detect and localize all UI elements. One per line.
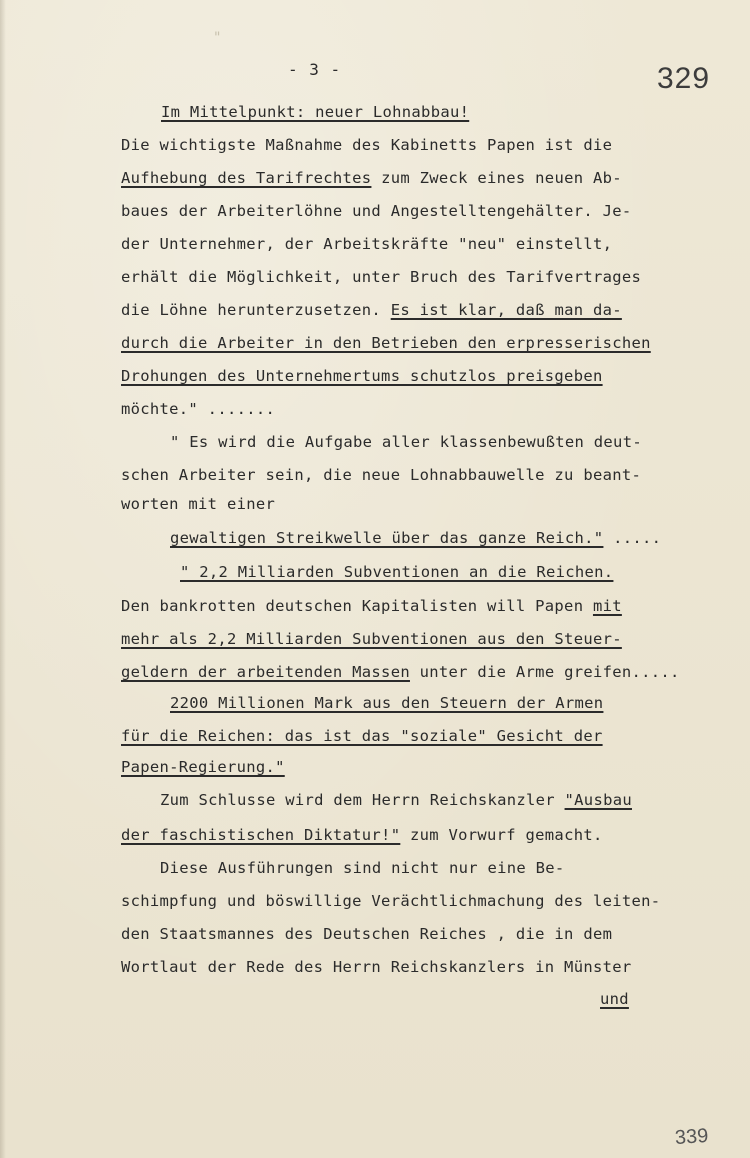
text-line: schimpfung und böswillige Verächtlichmachung des leiten- xyxy=(121,892,661,910)
underlined-phrase: mit xyxy=(592,597,622,615)
underlined-line: mehr als 2,2 Milliarden Subventionen aus den Steuer- xyxy=(121,630,622,648)
text-span: unter die Arme greifen..... xyxy=(409,663,680,681)
underlined-phrase: Es ist klar, daß man da- xyxy=(390,301,622,319)
text-line xyxy=(121,300,622,320)
text-line: möchte." ....... xyxy=(121,400,276,418)
underlined-phrase: geldern der arbeitenden Massen xyxy=(121,663,410,681)
text-line: baues der Arbeiterlöhne und Angestelltengehälter. Je- xyxy=(121,202,632,220)
text-span: Zum Schlusse wird dem Herrn Reichskanzler xyxy=(160,791,565,809)
folio-number: 329 xyxy=(657,62,711,95)
binding-shadow xyxy=(0,0,6,1158)
text-line xyxy=(121,662,680,682)
underlined-line: 2200 Millionen Mark aus den Steuern der Armen xyxy=(170,694,604,712)
text-span: zum Vorwurf gemacht. xyxy=(400,826,603,844)
text-span: ..... xyxy=(603,529,662,547)
text-span: die Löhne herunterzusetzen. xyxy=(121,301,391,319)
underlined-line: durch die Arbeiter in den Betrieben den erpresserischen xyxy=(121,334,651,352)
underlined-phrase: gewaltigen Streikwelle über das ganze Reich." xyxy=(170,529,604,547)
text-line: Diese Ausführungen sind nicht nur eine Be- xyxy=(160,859,565,877)
text-line xyxy=(160,790,632,810)
text-line: Wortlaut der Rede des Herrn Reichskanzlers in Münster xyxy=(121,958,632,976)
text-line xyxy=(121,825,603,845)
underlined-line: Drohungen des Unternehmertums schutzlos preisgeben xyxy=(121,367,603,385)
text-line: erhält die Möglichkeit, unter Bruch des Tarifvertrages xyxy=(121,268,642,286)
text-line: worten mit einer xyxy=(121,495,276,513)
underlined-line: Papen-Regierung." xyxy=(121,758,285,776)
underlined-phrase: "Ausbau xyxy=(564,791,632,809)
text-line: Die wichtigste Maßnahme des Kabinetts Papen ist die xyxy=(121,136,613,154)
text-span: zum Zweck eines neuen Ab- xyxy=(371,169,622,187)
text-line xyxy=(121,168,622,188)
handwritten-number: 339 xyxy=(674,1124,710,1150)
text-line: der Unternehmer, der Arbeitskräfte "neu" einstellt, xyxy=(121,235,613,253)
underlined-phrase: Aufhebung des Tarifrechtes xyxy=(121,169,372,187)
underlined-line: " 2,2 Milliarden Subventionen an die Reichen. xyxy=(180,563,614,581)
text-span: Den bankrotten deutschen Kapitalisten will Papen xyxy=(121,597,593,615)
text-line: den Staatsmannes des Deutschen Reiches , die in dem xyxy=(121,925,613,943)
text-line: " Es wird die Aufgabe aller klassenbewußten deut- xyxy=(170,433,642,451)
text-line xyxy=(170,528,661,548)
underlined-line: für die Reichen: das ist das "soziale" Gesicht der xyxy=(121,727,603,745)
page-number: - 3 - xyxy=(288,60,342,79)
faint-mark: " xyxy=(213,30,222,46)
text-line xyxy=(121,596,622,616)
continuation-word: und xyxy=(600,990,629,1008)
underlined-phrase: der faschistischen Diktatur!" xyxy=(121,826,401,844)
section-heading: Im Mittelpunkt: neuer Lohnabbau! xyxy=(161,103,470,121)
text-line: schen Arbeiter sein, die neue Lohnabbauwelle zu beant- xyxy=(121,466,642,484)
